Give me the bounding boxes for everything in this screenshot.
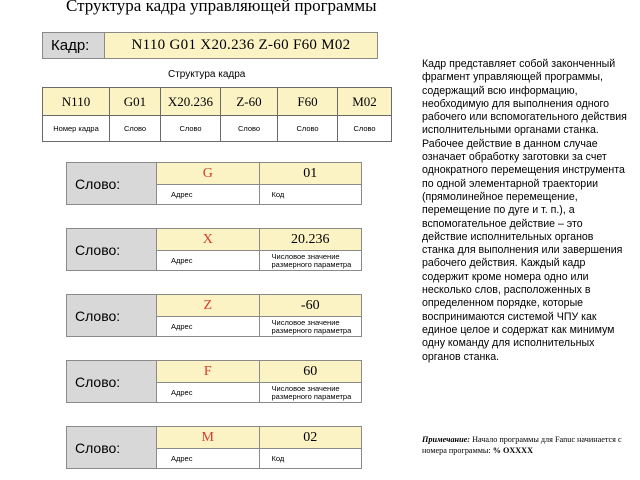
- structure-caption: Структура кадра: [168, 69, 246, 80]
- word-table-x: [66, 228, 362, 271]
- word-value-desc: Числовое значение размерного параметра: [271, 317, 352, 335]
- structure-label: Слово: [278, 116, 338, 142]
- word-value-desc: Код: [271, 189, 285, 199]
- structure-word: X20.236: [161, 88, 221, 116]
- word-address: G: [157, 163, 259, 185]
- note-program: % OXXXX: [492, 446, 534, 455]
- structure-word: F60: [278, 88, 338, 116]
- note-text: Начало программы для Fanuc начинается с номера программы:: [422, 435, 622, 455]
- word-address-desc: Адрес: [171, 189, 193, 199]
- word-value: 60: [260, 361, 362, 383]
- word-value: 01: [260, 163, 362, 185]
- word-value-desc: Числовое значение размерного параметра: [271, 383, 352, 401]
- word-address-desc: Адрес: [171, 255, 193, 265]
- word-table-m: [66, 426, 362, 469]
- word-value-desc: Код: [271, 453, 285, 463]
- word-label: Слово:: [67, 361, 157, 402]
- structure-word: Z-60: [221, 88, 278, 116]
- page-title: Структура кадра управляющей программы: [66, 0, 377, 15]
- kadr-description: Кадр представляет собой законченный фрагмент управляющей программы, содержащий всю информацию, необходимую для выполнения одного рабочего или вспомогательного действия исполнительными органами станка. Рабочее действие в данном случае означает обработку заготовки за счет однократного перемещения инструмента по одной элементарной траектории (прямолинейное перемещение, перемещение по дуге и т. п.), а вспомогательное действие – это действие исполнительных органов станка для выполнения или завершения рабочего действия. Каждый кадр содержит кроме номера одно или несколько слов, расположенных в определенном порядке, которые воспринимаются системой ЧПУ как единое целое и содержат как минимум одну команду для исполнительных органов станка.: [422, 58, 627, 363]
- word-table-g: [66, 162, 362, 205]
- word-address: M: [157, 427, 259, 449]
- word-label: Слово:: [67, 295, 157, 336]
- word-value: 20.236: [260, 229, 362, 251]
- structure-table: [42, 87, 392, 142]
- structure-label: Слово: [161, 116, 221, 142]
- word-address: Z: [157, 295, 259, 317]
- word-address: F: [157, 361, 259, 383]
- word-address-desc: Адрес: [171, 387, 193, 397]
- word-address: X: [157, 229, 259, 251]
- structure-label: Слово: [221, 116, 278, 142]
- structure-word: G01: [110, 88, 161, 116]
- word-label: Слово:: [67, 229, 157, 270]
- word-label: Слово:: [67, 427, 157, 468]
- kadr-label: Кадр:: [43, 33, 105, 58]
- word-value-desc: Числовое значение размерного параметра: [271, 251, 352, 269]
- structure-label: Номер кадра: [43, 116, 110, 142]
- structure-label: Слово: [338, 116, 392, 142]
- note-label: Примечание:: [422, 435, 471, 444]
- kadr-example: [42, 32, 378, 59]
- word-label: Слово:: [67, 163, 157, 204]
- word-value: 02: [260, 427, 362, 449]
- note: [422, 434, 632, 456]
- structure-label: Слово: [110, 116, 161, 142]
- kadr-value: N110 G01 X20.236 Z-60 F60 M02: [105, 33, 377, 58]
- word-address-desc: Адрес: [171, 321, 193, 331]
- word-table-f: [66, 360, 362, 403]
- word-address-desc: Адрес: [171, 453, 193, 463]
- word-value: -60: [260, 295, 362, 317]
- word-table-z: [66, 294, 362, 337]
- structure-word: M02: [338, 88, 392, 116]
- structure-word: N110: [43, 88, 110, 116]
